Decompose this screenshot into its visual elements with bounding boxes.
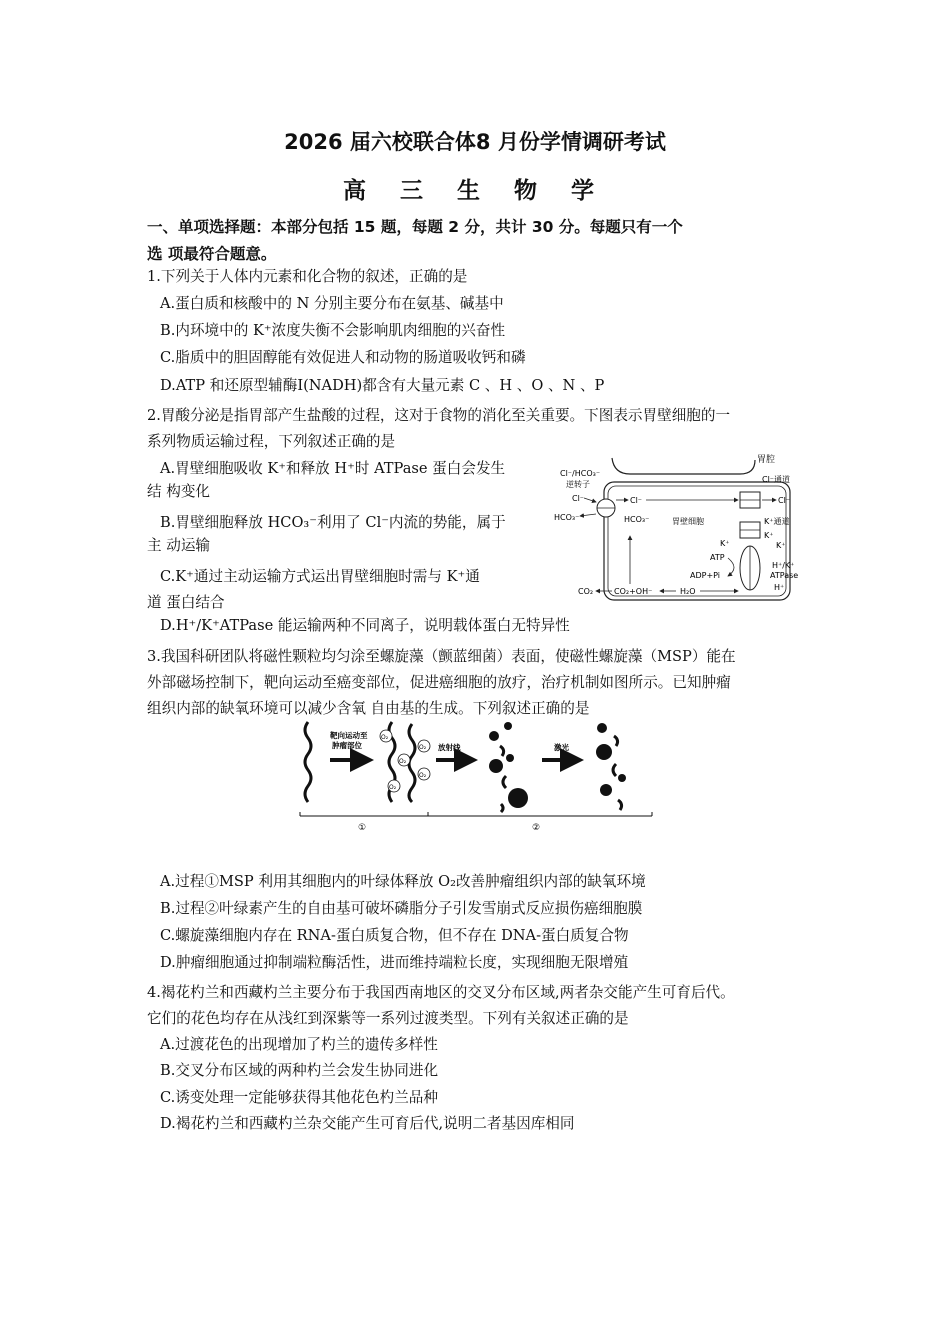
q4-option-b: B.交叉分布区域的两种杓兰会发生协同进化 <box>160 1062 439 1079</box>
q2-option-b-cont: 主 动运输 <box>147 537 211 554</box>
svg-text:Cl⁻: Cl⁻ <box>630 496 643 505</box>
svg-text:HCO₃⁻: HCO₃⁻ <box>624 515 650 524</box>
svg-text:ATP: ATP <box>710 553 725 562</box>
section-heading <box>147 214 812 268</box>
svg-text:Cl⁻/HCO₃⁻: Cl⁻/HCO₃⁻ <box>560 469 601 478</box>
q2-option-a: A.胃壁细胞吸收 K⁺和释放 H⁺时 ATPase 蛋白会发生 <box>160 460 506 477</box>
svg-text:Cl⁻: Cl⁻ <box>572 494 585 503</box>
exam-title: 2026 届六校联合体8 月份学情调研考试 <box>284 130 666 154</box>
cell-label: 胃壁细胞 <box>672 517 704 526</box>
q2-option-a-cont: 结 构变化 <box>147 483 211 500</box>
q1-stem: 1.下列关于人体内元素和化合物的叙述，正确的是 <box>147 268 468 285</box>
svg-text:O₂: O₂ <box>389 784 397 791</box>
q3-option-a: A.过程①MSP 利用其细胞内的叶绿体释放 O₂改善肿瘤组织内部的缺氧环境 <box>160 873 646 890</box>
svg-text:O₂: O₂ <box>419 744 427 751</box>
msp-mechanism-figure <box>296 716 656 838</box>
svg-text:K⁺: K⁺ <box>764 531 774 540</box>
svg-text:O₂: O₂ <box>381 734 389 741</box>
parietal-cell-figure <box>550 450 810 610</box>
svg-text:O₂: O₂ <box>419 772 427 779</box>
spirulina-icon <box>305 722 311 802</box>
q2-option-c-cont: 道 蛋白结合 <box>147 594 225 611</box>
q1-option-c: C.脂质中的胆固醇能有效促进人和动物的肠道吸收钙和磷 <box>160 349 526 366</box>
q2-stem-line2: 系列物质运输过程，下列叙述正确的是 <box>147 433 396 450</box>
svg-text:K⁺: K⁺ <box>720 539 730 548</box>
q3-option-b: B.过程②叶绿素产生的自由基可破坏磷脂分子引发雪崩式反应损伤癌细胞膜 <box>160 900 643 917</box>
svg-text:ADP+Pi: ADP+Pi <box>690 571 721 580</box>
svg-text:K⁺: K⁺ <box>776 541 786 550</box>
q4-stem-line2: 它们的花色均存在从浅红到深紫等一系列过渡类型。下列有关叙述正确的是 <box>147 1010 629 1027</box>
lumen-outline <box>612 458 755 474</box>
svg-text:K⁺通道: K⁺通道 <box>764 517 790 526</box>
step-2-label: ② <box>532 823 541 833</box>
q1-option-b: B.内环境中的 K⁺浓度失衡不会影响肌肉细胞的兴奋性 <box>160 322 506 339</box>
svg-text:Cl⁻通道: Cl⁻通道 <box>762 475 791 484</box>
q3-stem-line1: 3.我国科研团队将磁性颗粒均匀涂至螺旋藻（颤蓝细菌）表面，使磁性螺旋藻（MSP）能在 <box>147 648 736 665</box>
q3-stem-line2: 外部磁场控制下，靶向运动至癌变部位，促进癌细胞的放疗，治疗机制如图所示。已知肿瘤 <box>147 674 731 691</box>
svg-text:Cl⁻: Cl⁻ <box>778 496 791 505</box>
q3-option-c: C.螺旋藻细胞内存在 RNA-蛋白质复合物，但不存在 DNA-蛋白质复合物 <box>160 927 629 944</box>
svg-text:O₂: O₂ <box>399 758 407 765</box>
q4-option-a: A.过渡花色的出现增加了杓兰的遗传多样性 <box>160 1036 438 1053</box>
svg-text:ATPase: ATPase <box>770 571 799 580</box>
q1-option-a: A.蛋白质和核酸中的 N 分别主要分布在氨基、碱基中 <box>160 295 504 312</box>
q3-option-d: D.肿瘤细胞通过抑制端粒酶活性，进而维持端粒长度，实现细胞无限增殖 <box>160 954 629 971</box>
svg-text:逆转子: 逆转子 <box>566 480 590 489</box>
svg-text:肿瘤部位: 肿瘤部位 <box>332 741 362 750</box>
svg-text:H₂O: H₂O <box>680 587 696 596</box>
step-1-label: ① <box>358 823 367 833</box>
q4-stem-line1: 4.褐花杓兰和西藏杓兰主要分布于我国西南地区的交叉分布区域,两者杂交能产生可育后代。 <box>147 984 735 1001</box>
subject-title: 高 三 生 物 学 <box>342 178 608 204</box>
q3-stem-line3: 组织内部的缺氧环境可以减少含氧 自由基的生成。下列叙述正确的是 <box>147 700 590 717</box>
q1-option-d: D.ATP 和还原型辅酶Ⅰ(NADH)都含有大量元素 C 、H 、O 、N 、P <box>160 377 605 394</box>
svg-text:H⁺: H⁺ <box>774 583 785 592</box>
lumen-label: 胃腔 <box>757 455 776 465</box>
svg-text:HCO₃⁻: HCO₃⁻ <box>554 513 580 522</box>
q2-option-b: B.胃壁细胞释放 HCO₃⁻利用了 Cl⁻内流的势能，属于 <box>160 514 506 531</box>
section-heading-line2: 选 项最符合题意。 <box>147 245 277 263</box>
q2-option-d: D.H⁺/K⁺ATPase 能运输两种不同离子，说明载体蛋白无特异性 <box>160 617 570 634</box>
svg-text:靶向运动至: 靶向运动至 <box>330 731 368 740</box>
q2-option-c: C.K⁺通过主动运输方式运出胃壁细胞时需与 K⁺通 <box>160 568 480 585</box>
svg-text:CO₂: CO₂ <box>578 587 594 596</box>
svg-text:放射线: 放射线 <box>438 743 461 752</box>
q4-option-c: C.诱变处理一定能够获得其他花色杓兰品种 <box>160 1089 438 1106</box>
svg-text:激光: 激光 <box>554 743 569 752</box>
q4-option-d: D.褐花杓兰和西藏杓兰杂交能产生可育后代,说明二者基因库相同 <box>160 1115 575 1132</box>
svg-text:CO₂+OH⁻: CO₂+OH⁻ <box>614 587 653 596</box>
q2-stem-line1: 2.胃酸分泌是指胃部产生盐酸的过程，这对于食物的消化至关重要。下图表示胃壁细胞的一 <box>147 407 731 424</box>
section-heading-line1: 一、单项选择题：本部分包括 15 题，每题 2 分，共计 30 分。每题只有一个 <box>147 218 683 236</box>
svg-text:H⁺/K⁺: H⁺/K⁺ <box>772 561 795 570</box>
